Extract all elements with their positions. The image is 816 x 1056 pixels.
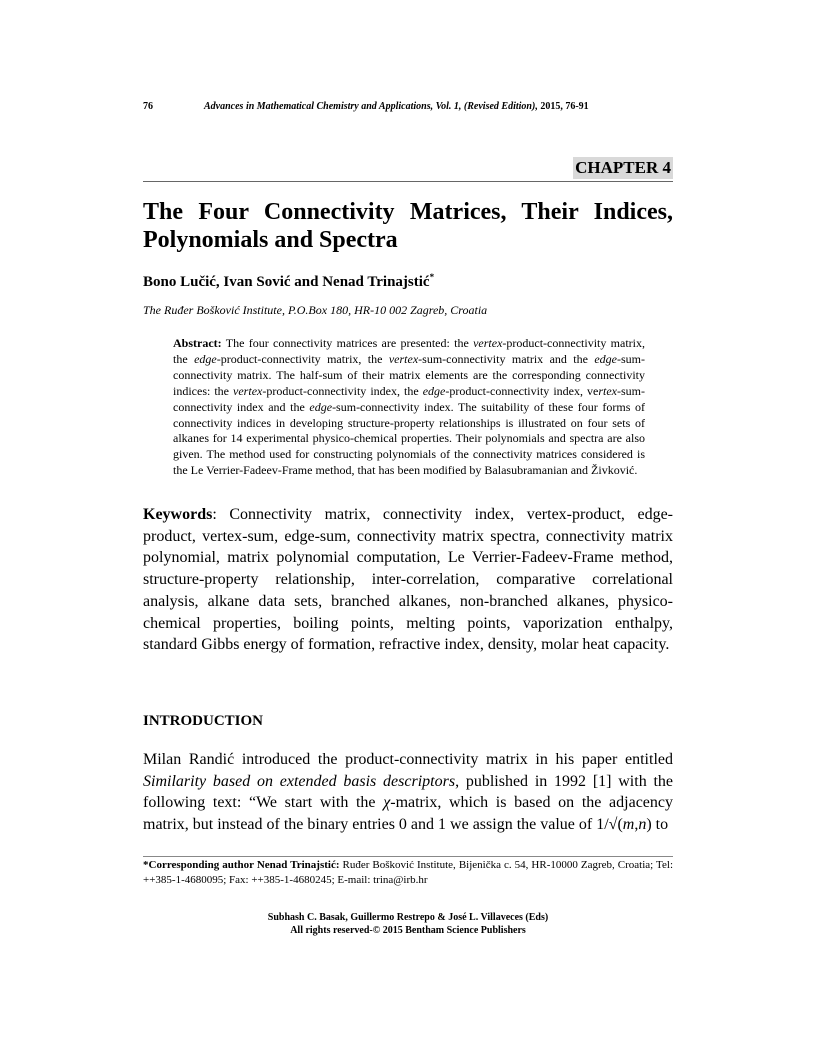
abstract-label: Abstract: xyxy=(173,336,222,350)
page-footer xyxy=(143,911,673,937)
intro-italic: n xyxy=(638,816,647,834)
corresponding-mark: * xyxy=(429,272,435,282)
footnote-text: Ruđer Bošković Institute, Bijenička c. 54, HR-10000 Zagreb, Croatia; Tel: ++385-1-4680095; Fax: ++385-1-4680245; E-mail: trina@irb.hr xyxy=(143,859,673,886)
running-header xyxy=(143,101,673,112)
keywords-text: : Connectivity matrix, connectivity index, vertex-product, edge-product, vertex-sum, edge-sum, connectivity matrix spectra, connectivity matrix polynomial, matrix polynomial computation, Le Verrier-Fadeev-Frame method, structure-property relationship, inter-correlation, comparative correlational analysis, alkane data sets, branched alkanes, non-branched alkanes, physico-chemical properties, boiling points, melting points, vaporization enthalpy, standard Gibbs energy of formation, refractive index, density, molar heat capacity. xyxy=(143,506,673,654)
abstract-text: -sum-connectivity index. The suitability of these four forms of connectivity indices in developing structure-property relationships is illustrated on four sets of alkanes for 14 experimental physico-chemical properties. Their polynomials and spectra are also given. The method used for constructing polynomials of the connectivity matrices considered is the Le Verrier-Fadeev-Frame method, that has been modified by Balasubramanian and Živković. xyxy=(173,399,645,478)
editors: Subhash C. Basak, Guillermo Restrepo & José L. Villaveces (Eds) xyxy=(267,912,549,923)
abstract-text: -product-connectivity matrix, the xyxy=(173,336,645,366)
abstract-italic: vertex xyxy=(473,336,503,350)
keywords xyxy=(143,504,673,656)
intro-text: , xyxy=(634,816,639,834)
abstract-italic: edge xyxy=(309,399,333,414)
abstract-italic: vertex xyxy=(388,351,419,366)
abstract-italic: edge xyxy=(594,351,617,366)
copyright: All rights reserved-© 2015 Bentham Science Publishers xyxy=(290,925,526,936)
abstract-text: -product-connectivity matrix, the xyxy=(216,351,389,366)
intro-text: Milan Randić introduced the product-connectivity matrix in his paper entitled xyxy=(143,751,673,768)
abstract-text: -sum-connectivity matrix. The half-sum of their matrix elements are the corresponding connectivity indices: the xyxy=(173,351,645,398)
abstract-text: -sum-connectivity matrix and the xyxy=(418,351,595,366)
introduction-paragraph xyxy=(143,749,673,836)
footnote-label: *Corresponding author Nenad Trinajstić: xyxy=(143,859,340,871)
chapter-label: CHAPTER 4 xyxy=(575,158,671,177)
page-number: 76 xyxy=(143,101,153,112)
intro-text: , published in 1992 [1] with the following text: “We start with the xyxy=(143,772,674,812)
abstract-text: -sum-connectivity index and the xyxy=(173,383,645,414)
journal-year-pages: 2015, 76-91 xyxy=(537,101,589,112)
abstract-text: -product-connectivity index, the xyxy=(262,383,423,398)
authors xyxy=(143,272,434,291)
intro-italic: χ xyxy=(383,794,391,812)
intro-text: -matrix, which is based on the adjacency matrix, but instead of the binary entries 0 and 1 we assign the value of 1/√( xyxy=(143,794,674,834)
intro-italic: m xyxy=(622,816,635,834)
header-rule xyxy=(143,181,673,182)
abstract-italic: edge xyxy=(422,383,446,398)
abstract-text: The four connectivity matrices are presented: the xyxy=(221,336,474,350)
author-names: Bono Lučić, Ivan Sović and Nenad Trinajstić xyxy=(143,274,430,290)
footnote xyxy=(143,858,673,888)
abstract-italic: rtex xyxy=(598,383,617,398)
footnote-rule xyxy=(143,856,673,857)
intro-italic: Similarity based on extended basis descriptors xyxy=(143,772,456,790)
journal-title: Advances in Mathematical Chemistry and Applications, Vol. 1, (Revised Edition), xyxy=(204,101,538,112)
abstract-italic: edge xyxy=(194,351,217,366)
abstract-italic: vertex xyxy=(233,383,263,398)
chapter-title: The Four Connectivity Matrices, Their Indices, Polynomials and Spectra xyxy=(143,199,673,253)
affiliation: The Ruđer Bošković Institute, P.O.Box 180, HR-10 002 Zagreb, Croatia xyxy=(143,303,488,317)
section-heading-introduction: INTRODUCTION xyxy=(143,713,264,729)
keywords-label: Keywords xyxy=(143,506,213,523)
abstract-text: -product-connectivity index, ve xyxy=(445,383,599,398)
abstract xyxy=(173,336,645,479)
intro-text: ) to xyxy=(646,816,669,834)
